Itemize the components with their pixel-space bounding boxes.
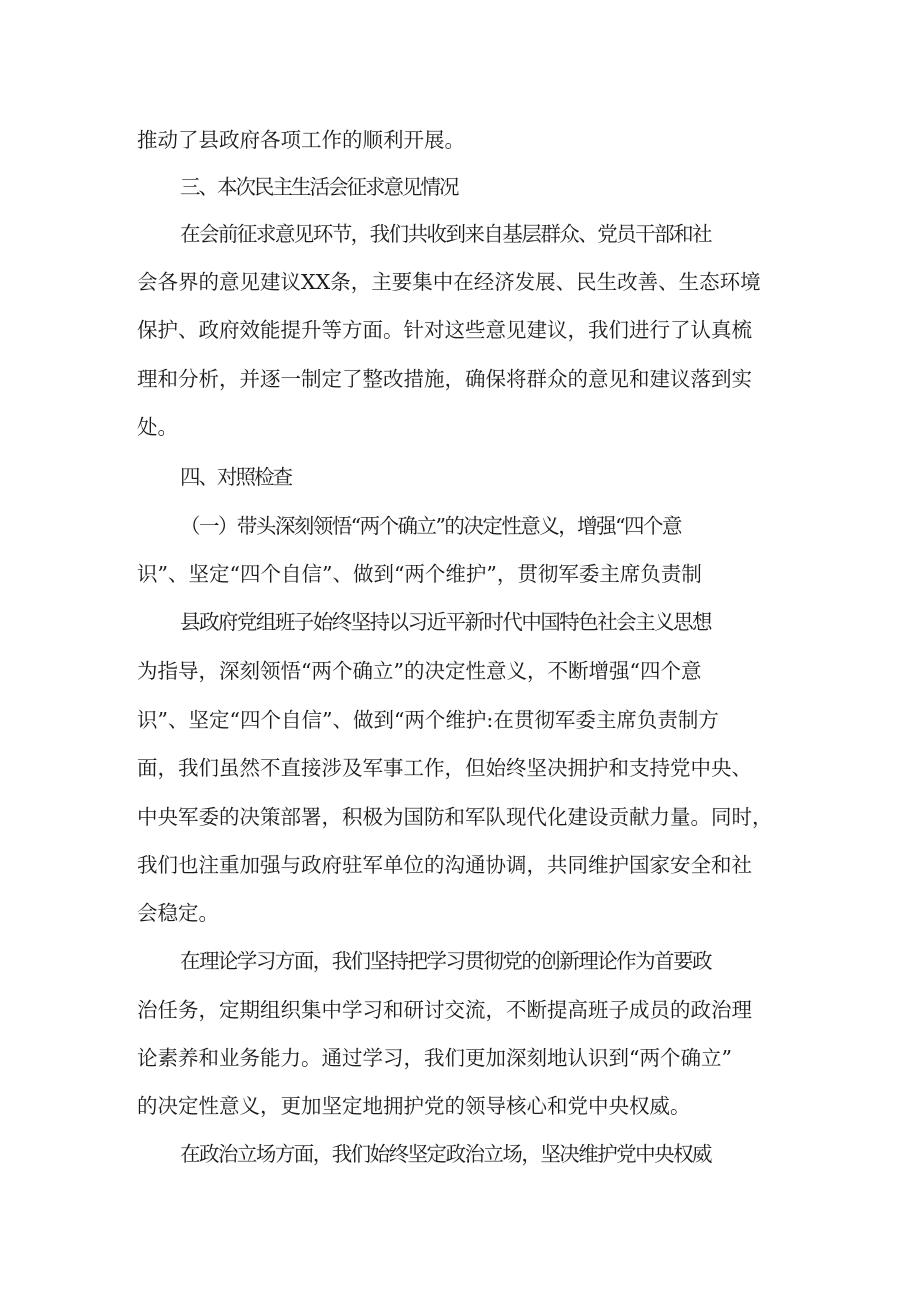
text-line: 在理论学习方面，我们坚持把学习贯彻党的创新理论作为首要政 [180, 949, 711, 973]
text-line: 治任务，定期组织集中学习和研讨交流，不断提高班子成员的政治理 [137, 998, 752, 1022]
section-heading: 三、本次民主生活会征求意见情况 [180, 175, 458, 199]
text-line: 在会前征求意见环节，我们共收到来自基层群众、党员干部和社 [180, 222, 711, 246]
text-line: 处。 [137, 415, 178, 439]
text-line: 我们也注重加强与政府驻军单位的沟通协调，共同维护国家安全和社 [137, 853, 752, 877]
text-line: 会稳定。 [137, 901, 219, 925]
text-line: 中央军委的决策部署，积极为国防和军队现代化建设贡献力量。同时， [137, 805, 773, 829]
text-line: 在政治立场方面，我们始终坚定政治立场，坚决维护党中央权威 [180, 1142, 711, 1166]
text-line: 识”、坚定“四个自信”、做到“两个维护:在贯彻军委主席负责制方 [137, 708, 719, 732]
text-line: 面，我们虽然不直接涉及军事工作，但始终坚决拥护和支持党中央、 [137, 756, 752, 780]
text-line: 推动了县政府各项工作的顺利开展。 [137, 128, 465, 152]
subsection-heading: （一）带头深刻领悟“两个确立”的决定性意义，增强“四个意 [180, 514, 681, 538]
text-line: 保护、政府效能提升等方面。针对这些意见建议，我们进行了认真梳 [137, 318, 752, 342]
text-line: 县政府党组班子始终坚持以习近平新时代中国特色社会主义思想 [180, 610, 711, 634]
subsection-heading: 识”、坚定“四个自信”、做到“两个维护”，贯彻军委主席负责制 [137, 562, 702, 586]
text-line: 的决定性意义，更加坚定地拥护党的领导核心和党中央权威。 [137, 1094, 691, 1118]
text-line: 为指导，深刻领悟“两个确立”的决定性意义，不断增强“四个意 [137, 659, 702, 683]
text-line: 理和分析，并逐一制定了整改措施，确保将群众的意见和建议落到实 [137, 367, 752, 391]
text-line: 论素养和业务能力。通过学习，我们更加深刻地认识到“两个确立” [137, 1046, 732, 1070]
text-line: 会各界的意见建议XX条，主要集中在经济发展、民生改善、生态环境 [137, 270, 761, 294]
section-heading: 四、对照检查 [180, 465, 291, 489]
